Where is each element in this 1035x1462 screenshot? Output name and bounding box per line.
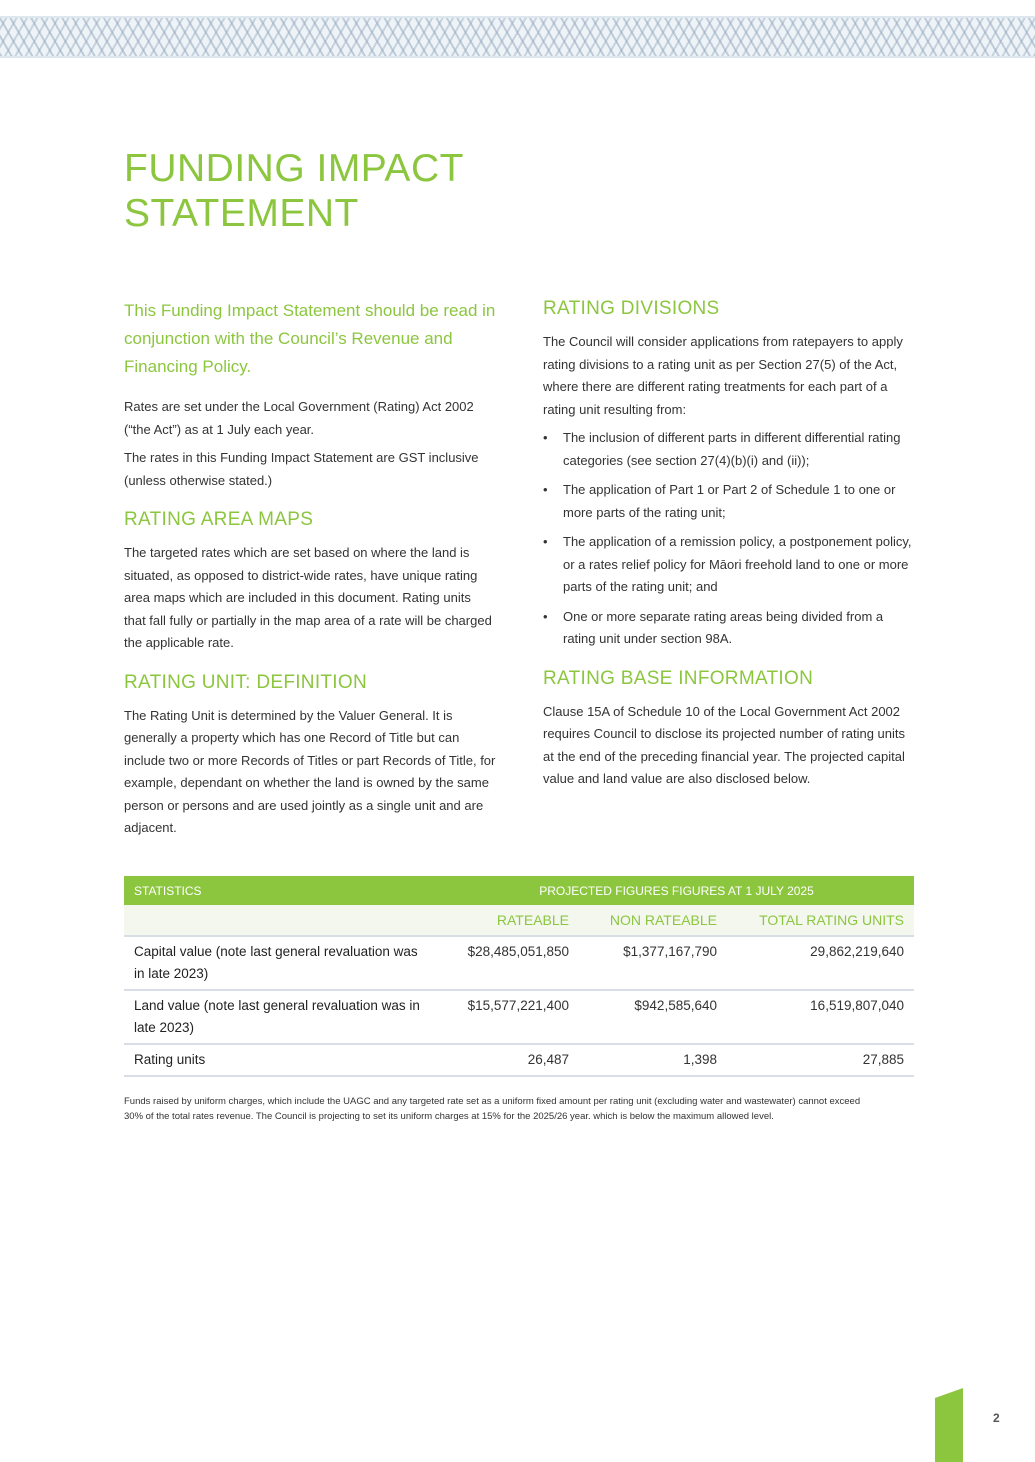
rateable-value: $28,485,051,850 — [439, 936, 579, 990]
non-rateable-value: 1,398 — [579, 1044, 727, 1076]
gst-paragraph: The rates in this Funding Impact Statement are GST inclusive (unless otherwise stated.) — [124, 450, 479, 488]
table-row — [124, 936, 914, 990]
list-item: • The inclusion of different parts in different differential rating categories (see section 27(4)(b)(i) and (ii)); — [543, 427, 915, 472]
empty-header-cell — [124, 905, 439, 936]
row-label: Rating units — [124, 1044, 439, 1076]
rating-base-information-text: Clause 15A of Schedule 10 of the Local Government Act 2002 requires Council to disclose its projected number of rating units at the end of the preceding financial year. The projected capital value and land value are also disclosed below. — [543, 703, 906, 786]
list-item: • One or more separate rating areas being divided from a rating unit under section 98A. — [543, 606, 915, 651]
table-row — [124, 1044, 914, 1076]
rates-act-paragraph: Rates are set under the Local Government (Rating) Act 2002 (“the Act”) as at 1 July each year. — [124, 399, 474, 437]
table-header-row — [124, 876, 914, 905]
list-item: • The application of a remission policy, a postponement policy, or a rates relief policy for Māori freehold land to one or more parts of the rating unit; and — [543, 531, 915, 599]
total-value: 16,519,807,040 — [727, 990, 914, 1044]
left-column — [124, 297, 496, 846]
column-header-rateable: RATEABLE — [439, 905, 579, 936]
rating-divisions-text: The Council will consider applications from ratepayers to apply rating divisions to a rating unit as per Section 27(5) of the Act, where there are different rating treatments for each part of a rating unit resulting from: — [543, 334, 903, 417]
rateable-value: 26,487 — [439, 1044, 579, 1076]
column-header-non-rateable: NON RATEABLE — [579, 905, 727, 936]
table-row — [124, 990, 914, 1044]
table-subheader-row — [124, 905, 914, 936]
rating-divisions-list — [543, 427, 915, 651]
row-label: Land value (note last general revaluation was in late 2023) — [124, 990, 439, 1044]
rating-divisions-heading: RATING DIVISIONS — [543, 298, 720, 319]
non-rateable-value: $1,377,167,790 — [579, 936, 727, 990]
page-title: FUNDING IMPACT STATEMENT — [124, 147, 464, 235]
right-column — [543, 297, 915, 797]
rating-base-information-heading: RATING BASE INFORMATION — [543, 667, 814, 689]
statistics-header: STATISTICS — [124, 876, 439, 905]
list-item: • The application of Part 1 or Part 2 of Schedule 1 to one or more parts of the rating unit; — [543, 479, 915, 524]
rating-unit-definition-text: The Rating Unit is determined by the Valuer General. It is generally a property which has one Record of Title but can include two or more Records of Titles or part Records of Title, for example, dependant on whether the land is owned by the same person or persons and are used jointly as a single unit and are adjacent. — [124, 707, 496, 835]
statistics-table-container — [124, 876, 914, 1077]
intro-text: This Funding Impact Statement should be read in conjunction with the Council’s Revenue and Financing Policy. — [124, 301, 496, 376]
page-number: 2 — [993, 1411, 1000, 1425]
page-tab-decoration — [935, 1398, 963, 1462]
rateable-value: $15,577,221,400 — [439, 990, 579, 1044]
projected-figures-header: PROJECTED FIGURES FIGURES AT 1 JULY 2025 — [439, 876, 914, 905]
total-value: 27,885 — [727, 1044, 914, 1076]
non-rateable-value: $942,585,640 — [579, 990, 727, 1044]
total-value: 29,862,219,640 — [727, 936, 914, 990]
rating-area-maps-text: The targeted rates which are set based on where the land is situated, as opposed to district-wide rates, have unique rating area maps which are included in this document. Rating units that fall fully or partially in the map area of a rate will be charged the applicable rate. — [124, 545, 492, 650]
footnote: Funds raised by uniform charges, which include the UAGC and any targeted rate set as a uniform fixed amount per rating unit (excluding water and wastewater) cannot exceed 30% of the total rates revenue. The Council is projecting to set its uniform charges at 15% for the 2025/26 year. which is below the maximum allowed level. — [124, 1096, 861, 1122]
rating-unit-definition-heading: RATING UNIT: DEFINITION — [124, 671, 367, 693]
decorative-banner — [0, 16, 1035, 58]
column-header-total: TOTAL RATING UNITS — [727, 905, 914, 936]
statistics-table — [124, 876, 914, 1077]
rating-area-maps-heading: RATING AREA MAPS — [124, 509, 314, 530]
row-label: Capital value (note last general revaluation was in late 2023) — [124, 936, 439, 990]
